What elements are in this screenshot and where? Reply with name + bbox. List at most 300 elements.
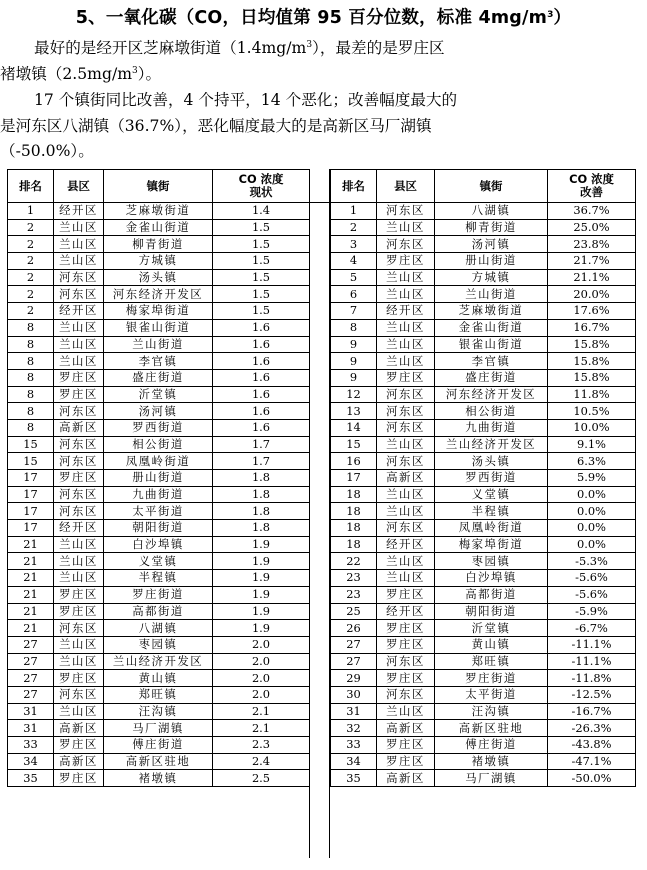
text-run: 褚墩镇（2.5mg/m bbox=[0, 64, 132, 83]
column-header-rank: 排名 bbox=[331, 170, 377, 203]
cell-county: 河东区 bbox=[377, 203, 435, 220]
cell-town: 八湖镇 bbox=[104, 620, 213, 637]
cell-rank: 2 bbox=[331, 219, 377, 236]
cell-town: 沂堂镇 bbox=[435, 620, 548, 637]
table-row bbox=[8, 753, 310, 770]
cell-rank: 31 bbox=[8, 720, 54, 737]
cell-rank: 27 bbox=[331, 636, 377, 653]
cell-town: 河东经济开发区 bbox=[104, 286, 213, 303]
cell-value: 15.8% bbox=[548, 369, 636, 386]
cell-value: 1.8 bbox=[213, 503, 310, 520]
cell-town: 相公街道 bbox=[104, 436, 213, 453]
cell-value: 1.6 bbox=[213, 353, 310, 370]
cell-value: 2.0 bbox=[213, 653, 310, 670]
co-change-ranking-table bbox=[330, 169, 636, 787]
cell-value: 1.5 bbox=[213, 253, 310, 270]
table-row bbox=[8, 720, 310, 737]
cell-county: 罗庄区 bbox=[377, 753, 435, 770]
cell-rank: 9 bbox=[331, 369, 377, 386]
cell-value: 0.0% bbox=[548, 520, 636, 537]
table-row bbox=[331, 386, 636, 403]
cell-county: 兰山区 bbox=[54, 636, 104, 653]
cell-county: 罗庄区 bbox=[54, 470, 104, 487]
cell-town: 义堂镇 bbox=[435, 486, 548, 503]
cell-town: 郑旺镇 bbox=[435, 653, 548, 670]
cell-town: 册山街道 bbox=[104, 470, 213, 487]
table-row bbox=[8, 636, 310, 653]
cell-rank: 8 bbox=[8, 386, 54, 403]
cell-county: 兰山区 bbox=[377, 503, 435, 520]
cell-value: 1.9 bbox=[213, 570, 310, 587]
table-row bbox=[331, 620, 636, 637]
cell-town: 兰山经济开发区 bbox=[104, 653, 213, 670]
table-row bbox=[331, 503, 636, 520]
cell-town: 罗西街道 bbox=[104, 419, 213, 436]
cell-town: 银雀山街道 bbox=[104, 319, 213, 336]
cell-town: 李官镇 bbox=[104, 353, 213, 370]
table-row bbox=[331, 369, 636, 386]
cell-town: 朝阳街道 bbox=[435, 603, 548, 620]
cell-rank: 17 bbox=[8, 503, 54, 520]
table-row bbox=[331, 553, 636, 570]
cell-county: 经开区 bbox=[54, 303, 104, 320]
table-row bbox=[8, 269, 310, 286]
cell-town: 八湖镇 bbox=[435, 203, 548, 220]
cell-town: 傅庄街道 bbox=[104, 737, 213, 754]
table-row bbox=[8, 586, 310, 603]
cell-county: 河东区 bbox=[54, 503, 104, 520]
table-row bbox=[8, 620, 310, 637]
table-row bbox=[331, 753, 636, 770]
cell-county: 河东区 bbox=[377, 686, 435, 703]
cell-rank: 32 bbox=[331, 720, 377, 737]
heading-superscript: 3 bbox=[547, 10, 554, 20]
cell-county: 河东区 bbox=[54, 486, 104, 503]
cell-rank: 27 bbox=[8, 686, 54, 703]
table-row bbox=[331, 520, 636, 537]
cell-town: 九曲街道 bbox=[104, 486, 213, 503]
cell-county: 兰山区 bbox=[377, 269, 435, 286]
cell-value: 1.6 bbox=[213, 319, 310, 336]
heading-text: 5、一氧化碳（CO，日均值第 95 百分位数，标准 4mg/m bbox=[75, 8, 548, 28]
cell-value: -43.8% bbox=[548, 737, 636, 754]
cell-county: 经开区 bbox=[377, 303, 435, 320]
table-row bbox=[331, 670, 636, 687]
header-text: CO 浓度现状 bbox=[238, 172, 284, 199]
cell-rank: 15 bbox=[8, 453, 54, 470]
cell-value: 1.5 bbox=[213, 236, 310, 253]
cell-value: 1.6 bbox=[213, 386, 310, 403]
table-row bbox=[331, 303, 636, 320]
cell-value: 1.6 bbox=[213, 369, 310, 386]
cell-rank: 21 bbox=[8, 536, 54, 553]
column-header-co-change bbox=[548, 170, 636, 203]
text-run: 最好的是经开区芝麻墩街道（1.4mg/m bbox=[34, 39, 307, 57]
cell-rank: 35 bbox=[331, 770, 377, 787]
cell-rank: 26 bbox=[331, 620, 377, 637]
cell-rank: 22 bbox=[331, 553, 377, 570]
cell-value: 6.3% bbox=[548, 453, 636, 470]
cell-town: 芝麻墩街道 bbox=[104, 203, 213, 220]
cell-rank: 2 bbox=[8, 236, 54, 253]
cell-county: 兰山区 bbox=[377, 219, 435, 236]
cell-value: 2.0 bbox=[213, 636, 310, 653]
cell-county: 罗庄区 bbox=[54, 386, 104, 403]
cell-value: 15.8% bbox=[548, 336, 636, 353]
cell-county: 经开区 bbox=[377, 536, 435, 553]
cell-county: 兰山区 bbox=[377, 319, 435, 336]
cell-value: -47.1% bbox=[548, 753, 636, 770]
cell-town: 金雀山街道 bbox=[435, 319, 548, 336]
cell-rank: 4 bbox=[331, 253, 377, 270]
table-row bbox=[331, 470, 636, 487]
cell-rank: 8 bbox=[8, 319, 54, 336]
cell-value: 1.7 bbox=[213, 453, 310, 470]
cell-county: 河东区 bbox=[54, 686, 104, 703]
cell-rank: 3 bbox=[331, 236, 377, 253]
cell-rank: 18 bbox=[331, 520, 377, 537]
cell-town: 凤凰岭街道 bbox=[104, 453, 213, 470]
table-body bbox=[331, 203, 636, 787]
summary-paragraph-change bbox=[0, 88, 640, 165]
table-row bbox=[8, 219, 310, 236]
cell-county: 高新区 bbox=[377, 770, 435, 787]
cell-town: 盛庄街道 bbox=[104, 369, 213, 386]
paragraph-line: 是河东区八湖镇（36.7%），恶化幅度最大的是高新区马厂湖镇 bbox=[0, 116, 432, 135]
cell-value: 1.4 bbox=[213, 203, 310, 220]
cell-value: -16.7% bbox=[548, 703, 636, 720]
cell-county: 兰山区 bbox=[54, 319, 104, 336]
cell-town: 高都街道 bbox=[435, 586, 548, 603]
cell-rank: 9 bbox=[331, 353, 377, 370]
table-header-row bbox=[8, 170, 310, 203]
cell-town: 黄山镇 bbox=[104, 670, 213, 687]
cell-town: 半程镇 bbox=[435, 503, 548, 520]
cell-county: 兰山区 bbox=[54, 703, 104, 720]
cell-county: 河东区 bbox=[377, 236, 435, 253]
paragraph-line: 17 个镇街同比改善，4 个持平，14 个恶化；改善幅度最大的 bbox=[34, 91, 458, 109]
cell-rank: 1 bbox=[331, 203, 377, 220]
cell-town: 褚墩镇 bbox=[104, 770, 213, 787]
cell-value: 1.6 bbox=[213, 403, 310, 420]
cell-value: 2.0 bbox=[213, 670, 310, 687]
cell-rank: 8 bbox=[331, 319, 377, 336]
cell-town: 柳青街道 bbox=[435, 219, 548, 236]
cell-county: 高新区 bbox=[54, 720, 104, 737]
table-row bbox=[331, 253, 636, 270]
table-row bbox=[331, 737, 636, 754]
table-row bbox=[331, 586, 636, 603]
cell-value: 10.5% bbox=[548, 403, 636, 420]
cell-value: -6.7% bbox=[548, 620, 636, 637]
table-row bbox=[331, 336, 636, 353]
cell-rank: 18 bbox=[331, 503, 377, 520]
cell-value: -26.3% bbox=[548, 720, 636, 737]
cell-value: 10.0% bbox=[548, 419, 636, 436]
cell-rank: 8 bbox=[8, 403, 54, 420]
cell-county: 兰山区 bbox=[54, 353, 104, 370]
cell-county: 罗庄区 bbox=[377, 636, 435, 653]
cell-rank: 13 bbox=[331, 403, 377, 420]
cell-value: -50.0% bbox=[548, 770, 636, 787]
cell-rank: 1 bbox=[8, 203, 54, 220]
cell-rank: 35 bbox=[8, 770, 54, 787]
cell-town: 方城镇 bbox=[104, 253, 213, 270]
cell-county: 兰山区 bbox=[377, 486, 435, 503]
cell-county: 罗庄区 bbox=[54, 586, 104, 603]
cell-value: 15.8% bbox=[548, 353, 636, 370]
cell-value: 21.1% bbox=[548, 269, 636, 286]
column-header-town: 镇街 bbox=[435, 170, 548, 203]
cell-rank: 27 bbox=[8, 653, 54, 670]
cell-town: 罗西街道 bbox=[435, 470, 548, 487]
cell-county: 兰山区 bbox=[54, 570, 104, 587]
cell-town: 凤凰岭街道 bbox=[435, 520, 548, 537]
table-row bbox=[8, 570, 310, 587]
cell-value: 1.5 bbox=[213, 219, 310, 236]
cell-rank: 17 bbox=[331, 470, 377, 487]
cell-value: 2.3 bbox=[213, 737, 310, 754]
table-row bbox=[8, 386, 310, 403]
cell-town: 九曲街道 bbox=[435, 419, 548, 436]
table-row bbox=[8, 703, 310, 720]
table-row bbox=[8, 653, 310, 670]
cell-value: 2.0 bbox=[213, 686, 310, 703]
cell-value: 2.5 bbox=[213, 770, 310, 787]
cell-county: 经开区 bbox=[377, 603, 435, 620]
table-row bbox=[331, 770, 636, 787]
table-row bbox=[8, 670, 310, 687]
heading-tail: ） bbox=[553, 8, 572, 28]
cell-county: 高新区 bbox=[377, 720, 435, 737]
cell-county: 河东区 bbox=[54, 269, 104, 286]
cell-town: 太平街道 bbox=[104, 503, 213, 520]
cell-county: 罗庄区 bbox=[377, 737, 435, 754]
table-row bbox=[331, 453, 636, 470]
cell-rank: 8 bbox=[8, 336, 54, 353]
cell-county: 兰山区 bbox=[54, 253, 104, 270]
cell-town: 沂堂镇 bbox=[104, 386, 213, 403]
cell-value: 1.9 bbox=[213, 603, 310, 620]
table-separator-column bbox=[309, 169, 330, 858]
cell-rank: 17 bbox=[8, 470, 54, 487]
cell-county: 罗庄区 bbox=[377, 253, 435, 270]
text-run: ），最差的是罗庄区 bbox=[312, 39, 445, 57]
cell-rank: 21 bbox=[8, 553, 54, 570]
table-row bbox=[8, 253, 310, 270]
cell-county: 河东区 bbox=[54, 286, 104, 303]
cell-rank: 6 bbox=[331, 286, 377, 303]
table-row bbox=[8, 369, 310, 386]
cell-rank: 9 bbox=[331, 336, 377, 353]
cell-county: 河东区 bbox=[377, 653, 435, 670]
cell-county: 兰山区 bbox=[377, 353, 435, 370]
cell-town: 梅家埠街道 bbox=[104, 303, 213, 320]
cell-value: 2.1 bbox=[213, 720, 310, 737]
cell-value: 1.5 bbox=[213, 286, 310, 303]
cell-rank: 21 bbox=[8, 570, 54, 587]
cell-rank: 18 bbox=[331, 536, 377, 553]
table-row bbox=[331, 319, 636, 336]
cell-value: -12.5% bbox=[548, 686, 636, 703]
cell-town: 方城镇 bbox=[435, 269, 548, 286]
cell-value: -11.1% bbox=[548, 636, 636, 653]
table-row bbox=[331, 269, 636, 286]
cell-value: 1.8 bbox=[213, 520, 310, 537]
cell-county: 罗庄区 bbox=[377, 620, 435, 637]
cell-town: 柳青街道 bbox=[104, 236, 213, 253]
table-row bbox=[331, 486, 636, 503]
cell-county: 罗庄区 bbox=[377, 369, 435, 386]
cell-county: 经开区 bbox=[54, 520, 104, 537]
cell-value: 11.8% bbox=[548, 386, 636, 403]
cell-value: 9.1% bbox=[548, 436, 636, 453]
co-status-ranking-table bbox=[7, 169, 310, 787]
cell-county: 河东区 bbox=[377, 453, 435, 470]
cell-value: 0.0% bbox=[548, 503, 636, 520]
cell-county: 兰山区 bbox=[54, 336, 104, 353]
table-row bbox=[331, 419, 636, 436]
table-row bbox=[8, 319, 310, 336]
cell-rank: 5 bbox=[331, 269, 377, 286]
cell-value: 1.6 bbox=[213, 336, 310, 353]
cell-county: 兰山区 bbox=[54, 553, 104, 570]
paragraph-line: （-50.0%）。 bbox=[0, 142, 94, 160]
cell-town: 汤河镇 bbox=[435, 236, 548, 253]
table-row bbox=[331, 203, 636, 220]
cell-value: -11.1% bbox=[548, 653, 636, 670]
cell-county: 河东区 bbox=[377, 403, 435, 420]
cell-value: -5.6% bbox=[548, 586, 636, 603]
cell-county: 罗庄区 bbox=[377, 670, 435, 687]
cell-rank: 2 bbox=[8, 219, 54, 236]
cell-rank: 17 bbox=[8, 486, 54, 503]
table-row bbox=[331, 636, 636, 653]
cell-county: 河东区 bbox=[377, 386, 435, 403]
cell-value: 1.5 bbox=[213, 269, 310, 286]
cell-county: 兰山区 bbox=[377, 336, 435, 353]
cell-town: 汤头镇 bbox=[435, 453, 548, 470]
cell-town: 汪沟镇 bbox=[435, 703, 548, 720]
table-row bbox=[331, 703, 636, 720]
cell-rank: 2 bbox=[8, 269, 54, 286]
cell-county: 罗庄区 bbox=[54, 603, 104, 620]
cell-town: 罗庄街道 bbox=[435, 670, 548, 687]
cell-town: 相公街道 bbox=[435, 403, 548, 420]
table-row bbox=[331, 653, 636, 670]
cell-county: 兰山区 bbox=[54, 536, 104, 553]
table-row bbox=[331, 436, 636, 453]
cell-county: 兰山区 bbox=[377, 436, 435, 453]
table-row bbox=[331, 353, 636, 370]
table-row bbox=[8, 436, 310, 453]
cell-rank: 34 bbox=[331, 753, 377, 770]
cell-county: 河东区 bbox=[54, 620, 104, 637]
cell-value: -5.6% bbox=[548, 570, 636, 587]
cell-value: 2.4 bbox=[213, 753, 310, 770]
paragraph-line bbox=[0, 36, 640, 62]
cell-county: 河东区 bbox=[54, 436, 104, 453]
cell-county: 罗庄区 bbox=[54, 737, 104, 754]
table-row bbox=[331, 686, 636, 703]
cell-town: 汤头镇 bbox=[104, 269, 213, 286]
cell-county: 兰山区 bbox=[54, 236, 104, 253]
table-row bbox=[8, 353, 310, 370]
cell-value: 1.6 bbox=[213, 419, 310, 436]
table-row bbox=[331, 403, 636, 420]
cell-town: 高新区驻地 bbox=[435, 720, 548, 737]
cell-town: 兰山街道 bbox=[104, 336, 213, 353]
cell-rank: 21 bbox=[8, 620, 54, 637]
table-row bbox=[331, 286, 636, 303]
cell-rank: 27 bbox=[331, 653, 377, 670]
table-row bbox=[8, 686, 310, 703]
cell-town: 罗庄街道 bbox=[104, 586, 213, 603]
cell-town: 芝麻墩街道 bbox=[435, 303, 548, 320]
cell-county: 经开区 bbox=[54, 203, 104, 220]
cell-rank: 23 bbox=[331, 570, 377, 587]
cell-value: 20.0% bbox=[548, 286, 636, 303]
cell-county: 高新区 bbox=[54, 753, 104, 770]
cell-rank: 12 bbox=[331, 386, 377, 403]
cell-rank: 21 bbox=[8, 603, 54, 620]
table-row bbox=[8, 737, 310, 754]
cell-rank: 16 bbox=[331, 453, 377, 470]
cell-county: 罗庄区 bbox=[54, 369, 104, 386]
cell-town: 河东经济开发区 bbox=[435, 386, 548, 403]
table-row bbox=[8, 336, 310, 353]
summary-paragraph-best-worst bbox=[0, 36, 640, 87]
cell-rank: 27 bbox=[8, 636, 54, 653]
cell-value: 0.0% bbox=[548, 536, 636, 553]
cell-value: -5.3% bbox=[548, 553, 636, 570]
cell-county: 罗庄区 bbox=[54, 670, 104, 687]
table-row bbox=[8, 520, 310, 537]
cell-value: 21.7% bbox=[548, 253, 636, 270]
cell-town: 白沙埠镇 bbox=[104, 536, 213, 553]
cell-county: 河东区 bbox=[377, 419, 435, 436]
cell-town: 白沙埠镇 bbox=[435, 570, 548, 587]
table-row bbox=[331, 536, 636, 553]
cell-town: 郑旺镇 bbox=[104, 686, 213, 703]
cell-value: 1.8 bbox=[213, 486, 310, 503]
table-row bbox=[8, 770, 310, 787]
cell-county: 罗庄区 bbox=[54, 770, 104, 787]
cell-town: 太平街道 bbox=[435, 686, 548, 703]
table-row bbox=[331, 720, 636, 737]
cell-rank: 33 bbox=[8, 737, 54, 754]
cell-town: 银雀山街道 bbox=[435, 336, 548, 353]
table-row bbox=[331, 219, 636, 236]
column-header-co-status bbox=[213, 170, 310, 203]
cell-county: 兰山区 bbox=[377, 553, 435, 570]
cell-county: 兰山区 bbox=[54, 653, 104, 670]
table-row bbox=[8, 236, 310, 253]
table-row bbox=[8, 403, 310, 420]
table-row bbox=[8, 603, 310, 620]
paragraph-line bbox=[0, 62, 640, 88]
cell-town: 汤河镇 bbox=[104, 403, 213, 420]
cell-town: 兰山经济开发区 bbox=[435, 436, 548, 453]
cell-rank: 7 bbox=[331, 303, 377, 320]
cell-county: 兰山区 bbox=[377, 286, 435, 303]
cell-value: 36.7% bbox=[548, 203, 636, 220]
cell-county: 高新区 bbox=[377, 470, 435, 487]
cell-value: 25.0% bbox=[548, 219, 636, 236]
cell-town: 傅庄街道 bbox=[435, 737, 548, 754]
cell-town: 李官镇 bbox=[435, 353, 548, 370]
cell-town: 高都街道 bbox=[104, 603, 213, 620]
